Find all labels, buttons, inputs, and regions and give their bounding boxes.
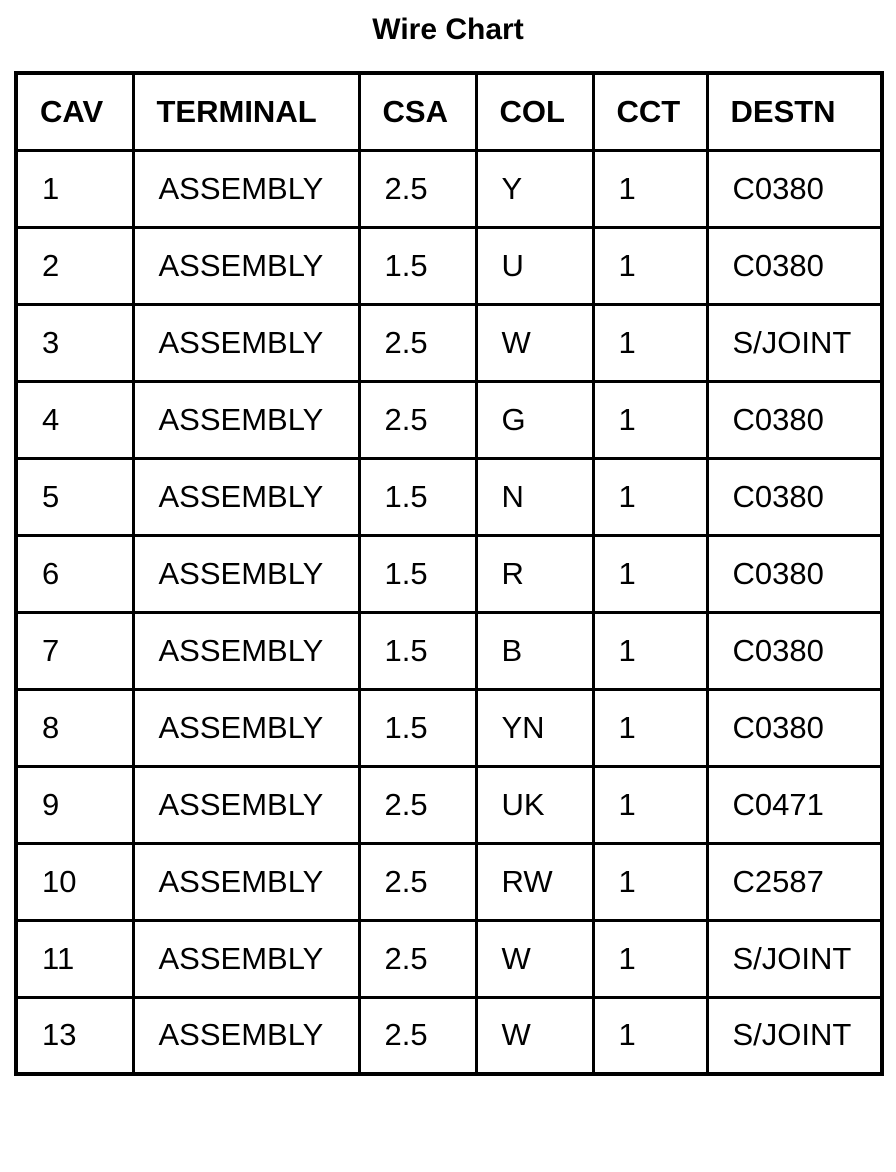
cell-terminal: ASSEMBLY [133, 689, 359, 766]
cell-cav: 5 [16, 458, 133, 535]
cell-col: W [476, 304, 593, 381]
cell-cct: 1 [593, 997, 707, 1074]
cell-cav: 11 [16, 920, 133, 997]
cell-csa: 1.5 [359, 535, 476, 612]
cell-cav: 9 [16, 766, 133, 843]
cell-cct: 1 [593, 535, 707, 612]
cell-csa: 2.5 [359, 150, 476, 227]
cell-destn: C0380 [707, 458, 882, 535]
cell-csa: 1.5 [359, 689, 476, 766]
table-row [16, 304, 882, 381]
cell-cct: 1 [593, 612, 707, 689]
header-row [16, 73, 882, 150]
header-cct: CCT [593, 73, 707, 150]
cell-terminal: ASSEMBLY [133, 766, 359, 843]
table-row [16, 227, 882, 304]
cell-terminal: ASSEMBLY [133, 381, 359, 458]
cell-destn: S/JOINT [707, 997, 882, 1074]
cell-terminal: ASSEMBLY [133, 227, 359, 304]
cell-destn: C0380 [707, 227, 882, 304]
cell-csa: 1.5 [359, 612, 476, 689]
cell-cct: 1 [593, 689, 707, 766]
cell-cct: 1 [593, 304, 707, 381]
header-terminal: TERMINAL [133, 73, 359, 150]
cell-destn: C0380 [707, 381, 882, 458]
cell-cav: 3 [16, 304, 133, 381]
table-row [16, 612, 882, 689]
cell-cct: 1 [593, 227, 707, 304]
cell-col: B [476, 612, 593, 689]
cell-destn: S/JOINT [707, 920, 882, 997]
table-row [16, 689, 882, 766]
cell-cav: 13 [16, 997, 133, 1074]
cell-cav: 10 [16, 843, 133, 920]
cell-terminal: ASSEMBLY [133, 150, 359, 227]
cell-csa: 2.5 [359, 920, 476, 997]
cell-csa: 2.5 [359, 843, 476, 920]
header-cav: CAV [16, 73, 133, 150]
cell-cct: 1 [593, 458, 707, 535]
table-row [16, 381, 882, 458]
cell-col: UK [476, 766, 593, 843]
cell-destn: C0380 [707, 150, 882, 227]
cell-terminal: ASSEMBLY [133, 458, 359, 535]
cell-cct: 1 [593, 150, 707, 227]
cell-terminal: ASSEMBLY [133, 920, 359, 997]
cell-terminal: ASSEMBLY [133, 304, 359, 381]
cell-terminal: ASSEMBLY [133, 535, 359, 612]
cell-col: R [476, 535, 593, 612]
table-row [16, 535, 882, 612]
cell-destn: S/JOINT [707, 304, 882, 381]
cell-csa: 1.5 [359, 227, 476, 304]
cell-cct: 1 [593, 843, 707, 920]
cell-terminal: ASSEMBLY [133, 843, 359, 920]
cell-cct: 1 [593, 766, 707, 843]
cell-cav: 6 [16, 535, 133, 612]
cell-cav: 7 [16, 612, 133, 689]
cell-destn: C0380 [707, 689, 882, 766]
wire-chart-table [14, 71, 884, 1076]
cell-col: RW [476, 843, 593, 920]
cell-cav: 4 [16, 381, 133, 458]
cell-csa: 2.5 [359, 766, 476, 843]
cell-cav: 8 [16, 689, 133, 766]
cell-col: YN [476, 689, 593, 766]
cell-cct: 1 [593, 920, 707, 997]
header-col: COL [476, 73, 593, 150]
cell-col: N [476, 458, 593, 535]
table-row [16, 150, 882, 227]
cell-cct: 1 [593, 381, 707, 458]
table-row [16, 920, 882, 997]
cell-destn: C2587 [707, 843, 882, 920]
header-destn: DESTN [707, 73, 882, 150]
cell-terminal: ASSEMBLY [133, 997, 359, 1074]
cell-csa: 2.5 [359, 304, 476, 381]
cell-col: W [476, 920, 593, 997]
cell-destn: C0471 [707, 766, 882, 843]
cell-destn: C0380 [707, 535, 882, 612]
table-row [16, 766, 882, 843]
chart-title: Wire Chart [372, 13, 524, 46]
cell-col: W [476, 997, 593, 1074]
table-row [16, 997, 882, 1074]
cell-col: Y [476, 150, 593, 227]
cell-destn: C0380 [707, 612, 882, 689]
table-row [16, 843, 882, 920]
cell-csa: 2.5 [359, 381, 476, 458]
cell-cav: 2 [16, 227, 133, 304]
header-csa: CSA [359, 73, 476, 150]
table-row [16, 458, 882, 535]
cell-csa: 2.5 [359, 997, 476, 1074]
cell-col: U [476, 227, 593, 304]
cell-terminal: ASSEMBLY [133, 612, 359, 689]
cell-csa: 1.5 [359, 458, 476, 535]
cell-col: G [476, 381, 593, 458]
cell-cav: 1 [16, 150, 133, 227]
